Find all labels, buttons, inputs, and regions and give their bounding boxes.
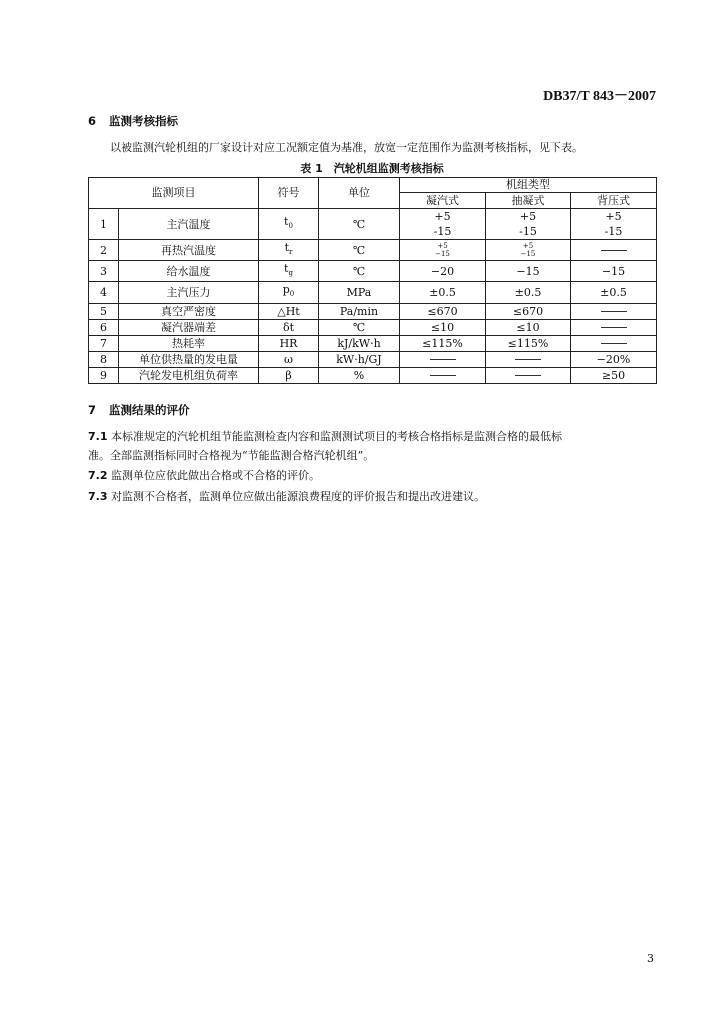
not-applicable-dash bbox=[515, 359, 541, 360]
row-extraction: ±0.5 bbox=[486, 282, 571, 303]
row-number: 9 bbox=[89, 367, 119, 383]
clause-7-2-text: 监测单位应依此做出合格或不合格的评价。 bbox=[111, 469, 320, 482]
table-row bbox=[89, 303, 657, 319]
table-row bbox=[89, 367, 657, 383]
row-extraction: +5 −15 bbox=[486, 240, 571, 261]
row-number: 1 bbox=[89, 209, 119, 240]
row-backpressure bbox=[571, 319, 657, 335]
row-item: 真空严密度 bbox=[119, 303, 259, 319]
row-condensing: +5 −15 bbox=[400, 240, 486, 261]
row-condensing bbox=[400, 351, 486, 367]
not-applicable-dash bbox=[515, 375, 541, 376]
row-unit: kJ/kW·h bbox=[319, 335, 400, 351]
not-applicable-dash bbox=[601, 343, 627, 344]
row-extraction bbox=[486, 367, 571, 383]
row-unit: Pa/min bbox=[319, 303, 400, 319]
table-row bbox=[89, 209, 657, 240]
section-6-title: 监测考核指标 bbox=[109, 114, 179, 128]
table-header-row-1 bbox=[89, 178, 657, 193]
row-backpressure: −20% bbox=[571, 351, 657, 367]
clause-7-3 bbox=[88, 487, 485, 506]
header-unit: 单位 bbox=[319, 178, 400, 209]
row-backpressure bbox=[571, 335, 657, 351]
section-6-heading bbox=[88, 113, 178, 129]
header-backpressure: 背压式 bbox=[571, 193, 657, 209]
row-condensing: ≤10 bbox=[400, 319, 486, 335]
header-unit-type: 机组类型 bbox=[400, 178, 657, 193]
row-symbol: $p_0$ bbox=[259, 282, 319, 303]
page-number: 3 bbox=[647, 952, 654, 965]
not-applicable-dash bbox=[601, 327, 627, 328]
header-item: 监测项目 bbox=[89, 178, 259, 209]
row-backpressure bbox=[571, 303, 657, 319]
header-symbol: 符号 bbox=[259, 178, 319, 209]
row-number: 6 bbox=[89, 319, 119, 335]
row-extraction: +5 -15 bbox=[486, 209, 571, 240]
row-unit: ℃ bbox=[319, 319, 400, 335]
row-symbol: β bbox=[259, 367, 319, 383]
clause-7-1 bbox=[88, 427, 562, 465]
section-6-intro: 以被监测汽轮机组的厂家设计对应工况额定值为基准，放宽一定范围作为监测考核指标，见下表。 bbox=[110, 141, 583, 154]
table-row bbox=[89, 335, 657, 351]
row-item: 主汽压力 bbox=[119, 282, 259, 303]
row-item: 凝汽器端差 bbox=[119, 319, 259, 335]
row-condensing: ±0.5 bbox=[400, 282, 486, 303]
section-7-heading bbox=[88, 402, 190, 418]
row-extraction: −15 bbox=[486, 261, 571, 282]
row-backpressure: ≥50 bbox=[571, 367, 657, 383]
row-backpressure: ±0.5 bbox=[571, 282, 657, 303]
section-7-number: 7 bbox=[88, 403, 97, 417]
row-unit: kW·h/GJ bbox=[319, 351, 400, 367]
not-applicable-dash bbox=[430, 375, 456, 376]
section-7-title: 监测结果的评价 bbox=[109, 403, 190, 417]
row-unit: ℃ bbox=[319, 209, 400, 240]
row-symbol: $t_r$ bbox=[259, 240, 319, 261]
row-number: 2 bbox=[89, 240, 119, 261]
row-item: 单位供热量的发电量 bbox=[119, 351, 259, 367]
row-backpressure: +5 -15 bbox=[571, 209, 657, 240]
table-row bbox=[89, 282, 657, 303]
row-item: 给水温度 bbox=[119, 261, 259, 282]
row-backpressure: −15 bbox=[571, 261, 657, 282]
row-extraction: ≤115% bbox=[486, 335, 571, 351]
kpi-table bbox=[88, 177, 657, 384]
table-row bbox=[89, 261, 657, 282]
document-code: DB37/T 843－2007 bbox=[543, 89, 656, 104]
row-symbol: ω bbox=[259, 351, 319, 367]
row-number: 8 bbox=[89, 351, 119, 367]
row-backpressure bbox=[571, 240, 657, 261]
clause-7-2-number: 7.2 bbox=[88, 469, 108, 482]
row-condensing: ≤670 bbox=[400, 303, 486, 319]
clause-7-3-number: 7.3 bbox=[88, 490, 108, 503]
row-unit: ℃ bbox=[319, 240, 400, 261]
row-extraction: ≤10 bbox=[486, 319, 571, 335]
row-item: 主汽温度 bbox=[119, 209, 259, 240]
not-applicable-dash bbox=[430, 359, 456, 360]
row-symbol: $t_g$ bbox=[259, 261, 319, 282]
clause-7-2 bbox=[88, 466, 320, 485]
row-item: 汽轮发电机组负荷率 bbox=[119, 367, 259, 383]
row-extraction bbox=[486, 351, 571, 367]
section-6-number: 6 bbox=[88, 114, 97, 128]
row-symbol: △Ht bbox=[259, 303, 319, 319]
row-unit: ℃ bbox=[319, 261, 400, 282]
row-item: 再热汽温度 bbox=[119, 240, 259, 261]
table-row bbox=[89, 351, 657, 367]
row-extraction: ≤670 bbox=[486, 303, 571, 319]
row-symbol: $t_0$ bbox=[259, 209, 319, 240]
not-applicable-dash bbox=[601, 311, 627, 312]
clause-7-1-number: 7.1 bbox=[88, 430, 108, 443]
clause-7-3-text: 对监测不合格者，监测单位应做出能源浪费程度的评价报告和提出改进建议。 bbox=[111, 490, 485, 503]
row-symbol: δt bbox=[259, 319, 319, 335]
row-condensing: −20 bbox=[400, 261, 486, 282]
clause-7-1-continuation: 准。全部监测指标同时合格视为“节能监测合格汽轮机组”。 bbox=[88, 449, 375, 462]
row-symbol: HR bbox=[259, 335, 319, 351]
not-applicable-dash bbox=[601, 250, 627, 251]
row-item: 热耗率 bbox=[119, 335, 259, 351]
row-number: 3 bbox=[89, 261, 119, 282]
row-number: 4 bbox=[89, 282, 119, 303]
row-condensing: +5 -15 bbox=[400, 209, 486, 240]
row-unit: MPa bbox=[319, 282, 400, 303]
header-condensing: 凝汽式 bbox=[400, 193, 486, 209]
row-condensing: ≤115% bbox=[400, 335, 486, 351]
row-unit: % bbox=[319, 367, 400, 383]
table-row bbox=[89, 319, 657, 335]
row-number: 7 bbox=[89, 335, 119, 351]
row-number: 5 bbox=[89, 303, 119, 319]
clause-7-1-text: 本标准规定的汽轮机组节能监测检查内容和监测测试项目的考核合格指标是监测合格的最低标 bbox=[111, 430, 562, 443]
table-row bbox=[89, 240, 657, 261]
table-title: 表 1 汽轮机组监测考核指标 bbox=[300, 162, 444, 175]
row-condensing bbox=[400, 367, 486, 383]
header-extraction: 抽凝式 bbox=[486, 193, 571, 209]
